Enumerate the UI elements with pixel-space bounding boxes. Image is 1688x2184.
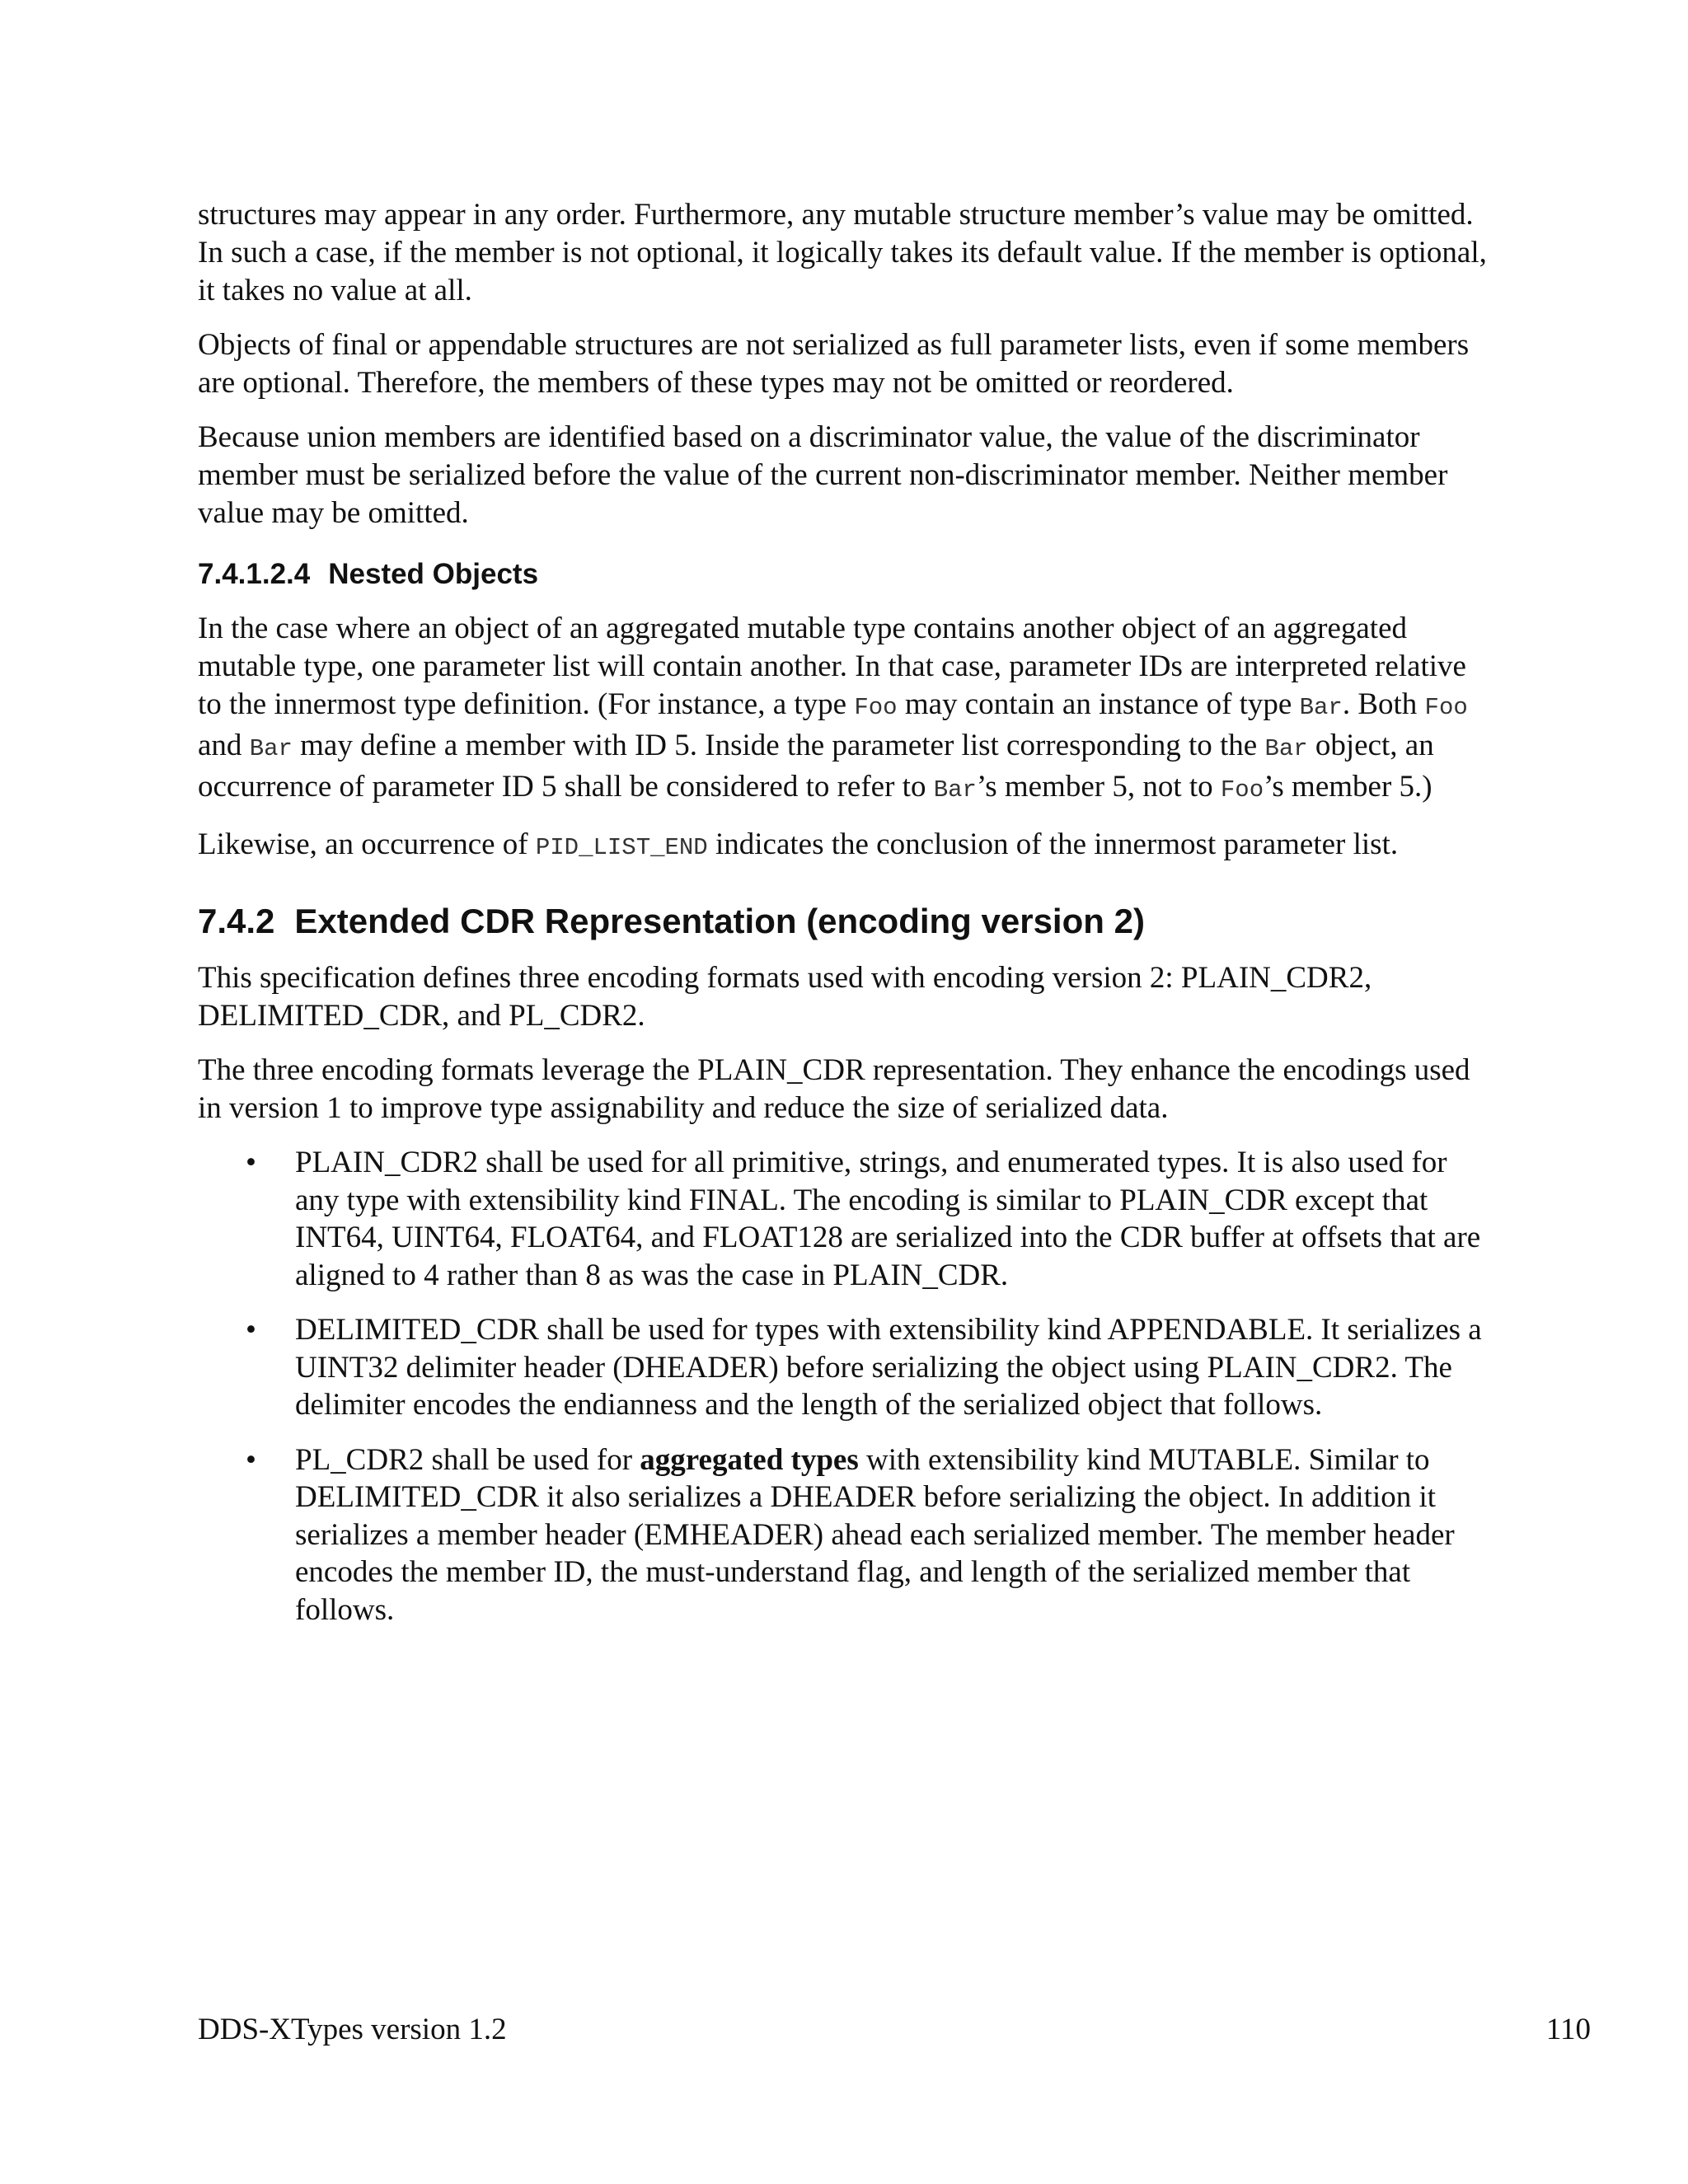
subsection-heading-nested-objects [198,555,1493,593]
list-item-plain-cdr2 [198,1144,1493,1294]
bold-term-aggregated-types: aggregated types [640,1442,859,1477]
paragraph-final-appendable: Objects of final or appendable structures are not serialized as full parameter lists, even if some members are optional. Therefore, the members of these types may not be omitted or reordered. [198,328,1470,400]
list-item-pl-cdr2 [198,1441,1493,1629]
code-foo: Foo [854,694,898,721]
bullet-icon: • [246,1313,256,1347]
text-run: may define a member with ID 5. Inside the parameter list corresponding to the [292,729,1265,762]
code-foo: Foo [1424,694,1468,721]
text-run: ’s member 5.) [1264,770,1432,804]
paragraph-structures-order: structures may appear in any order. Furthermore, any mutable structure member’s value may be omitted. In such a case, if the member is not optional, it logically takes its default value. If the member is optional, it takes no value at all. [198,198,1487,307]
paragraph-encoding-formats: This specification defines three encoding formats used with encoding version 2: PLAIN_CDR2, DELIMITED_CDR, and PL_CDR2. [198,961,1372,1033]
encoding-format-list [198,1144,1493,1629]
subsection-title: Nested Objects [328,558,539,590]
list-item-text: PLAIN_CDR2 shall be used for all primitive, strings, and enumerated types. It is also used for any type with extensibility kind FINAL. The encoding is similar to PLAIN_CDR except that INT64, UINT64, FLOAT64, and FLOAT128 are serialized into the CDR buffer at offsets that are aligned to 4 rather than 8 as was the case in PLAIN_CDR. [295,1146,1481,1292]
section-title: Extended CDR Representation (encoding version 2) [294,902,1145,940]
text-run: may contain an instance of type [897,687,1300,721]
text-run: In the case where an object of an aggregated mutable type contains another object of an aggregated mutable type, one parameter list will contain another. In that case, parameter IDs are interpreted relative to the innermost type definition. (For instance, a type [198,612,1466,721]
code-foo: Foo [1220,776,1264,804]
subsection-number: 7.4.1.2.4 [198,558,311,590]
document-body [198,196,1493,1646]
list-item-text: PL_CDR2 shall be used for [295,1442,640,1477]
text-run: object, an occurrence of parameter ID 5 shall be considered to refer to [198,729,1434,804]
list-item-delimited-cdr [198,1311,1493,1424]
text-run: and [198,729,250,762]
paragraph-likewise [198,826,1493,867]
bullet-icon: • [246,1442,256,1477]
code-bar: Bar [249,735,293,762]
code-bar: Bar [933,776,977,804]
code-bar: Bar [1264,735,1308,762]
footer-document-title: DDS-XTypes version 1.2 [198,2013,507,2046]
list-item-text: DELIMITED_CDR shall be used for types with extensibility kind APPENDABLE. It serializes a UINT32 delimiter header (DHEADER) before serializing the object using PLAIN_CDR2. The delimiter encodes the endianness and the length of the serialized object that follows. [295,1313,1482,1422]
list-item-text: with extensibility kind MUTABLE. Similar to DELIMITED_CDR it also serializes a DHEADER before serializing the object. In addition it serializes a member header (EMHEADER) ahead each serialized member. The member header encodes the member ID, the must-understand flag, and length of the serialized member that follows. [295,1442,1455,1627]
code-bar: Bar [1299,694,1343,721]
code-pid-list-end: PID_LIST_END [535,834,708,861]
section-number: 7.4.2 [198,902,275,940]
paragraph-union-members: Because union members are identified based on a discriminator value, the value of the discriminator member must be serialized before the value of the current non-discriminator member. Neither member value may be omitted. [198,420,1448,530]
footer-page-number: 110 [1545,2013,1591,2046]
text-run: ’s member 5, not to [976,770,1221,804]
paragraph-nested-objects [198,610,1493,809]
text-run: . Both [1342,687,1425,721]
paragraph-leverage: The three encoding formats leverage the PLAIN_CDR representation. They enhance the encodings used in version 1 to improve type assignability and reduce the size of serialized data. [198,1053,1470,1125]
page-footer [198,2011,1591,2049]
text-run: indicates the conclusion of the innermost parameter list. [707,827,1399,861]
bullet-icon: • [246,1146,256,1179]
text-run: Likewise, an occurrence of [198,827,536,861]
section-heading-extended-cdr [198,900,1493,943]
